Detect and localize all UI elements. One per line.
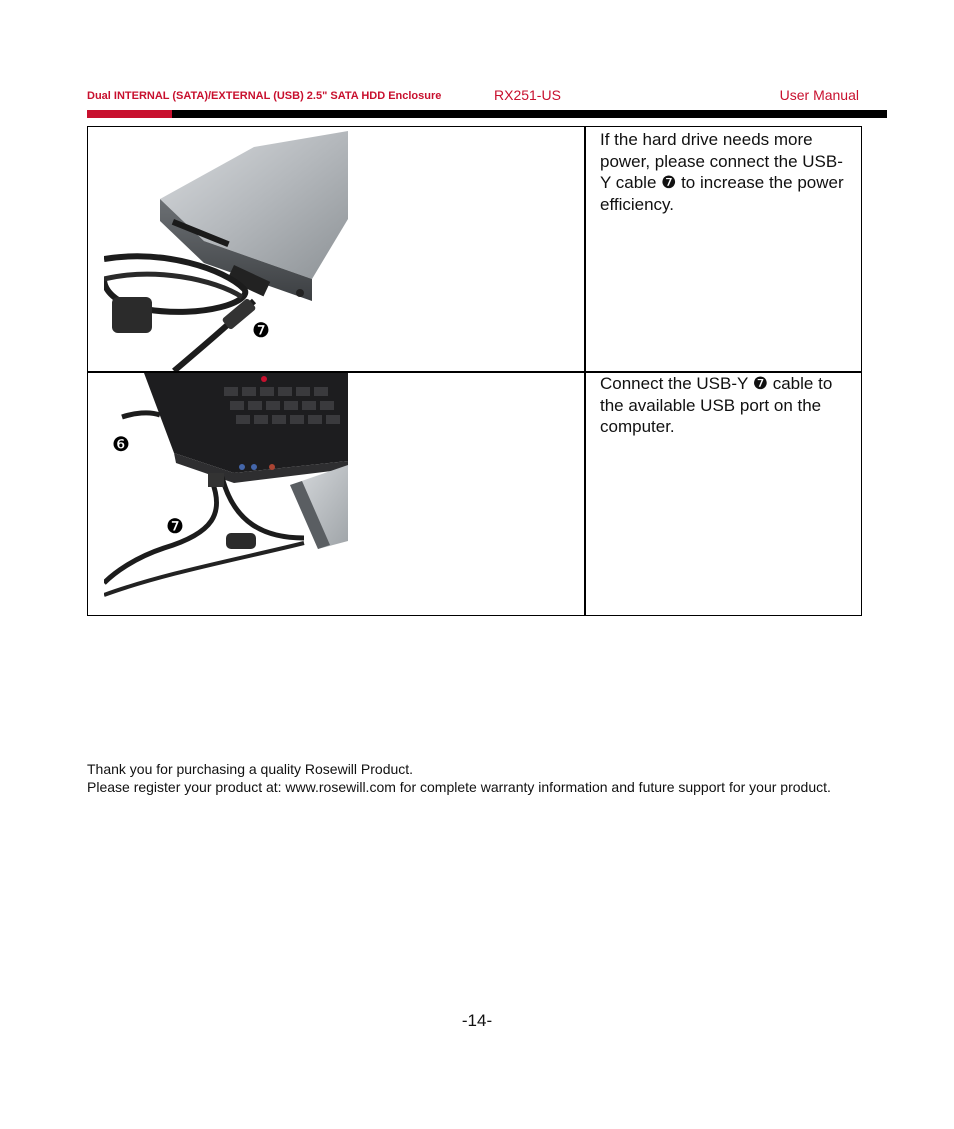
header-rule-black [172,110,887,118]
laptop-usb-connection-photo [104,373,348,607]
registration-note [87,760,862,796]
header-manual-label: User Manual [779,87,859,103]
thank-you-line: Thank you for purchasing a quality Rosewill Product. [87,761,414,777]
marker-7: ❼ [252,318,270,342]
instruction-text-power: If the hard drive needs more power, please connect the USB-Y cable ❼ to increase the power efficiency. [600,130,844,214]
marker-7: ❼ [166,514,184,538]
header-product-title: Dual INTERNAL (SATA)/EXTERNAL (USB) 2.5" SATA HDD Enclosure [87,90,442,102]
register-line: Please register your product at: www.rosewill.com for complete warranty information and future support for your product. [87,779,831,795]
page-number: -14- [461,1011,493,1030]
header-rule-red [87,110,172,118]
page-header [87,87,859,107]
instruction-text-connect: Connect the USB-Y ❼ cable to the available USB port on the computer. [600,374,833,436]
marker-6: ❻ [112,432,130,456]
header-model-number: RX251-US [494,87,561,103]
enclosure-usb-y-photo [104,129,348,371]
instruction-table [87,126,862,616]
